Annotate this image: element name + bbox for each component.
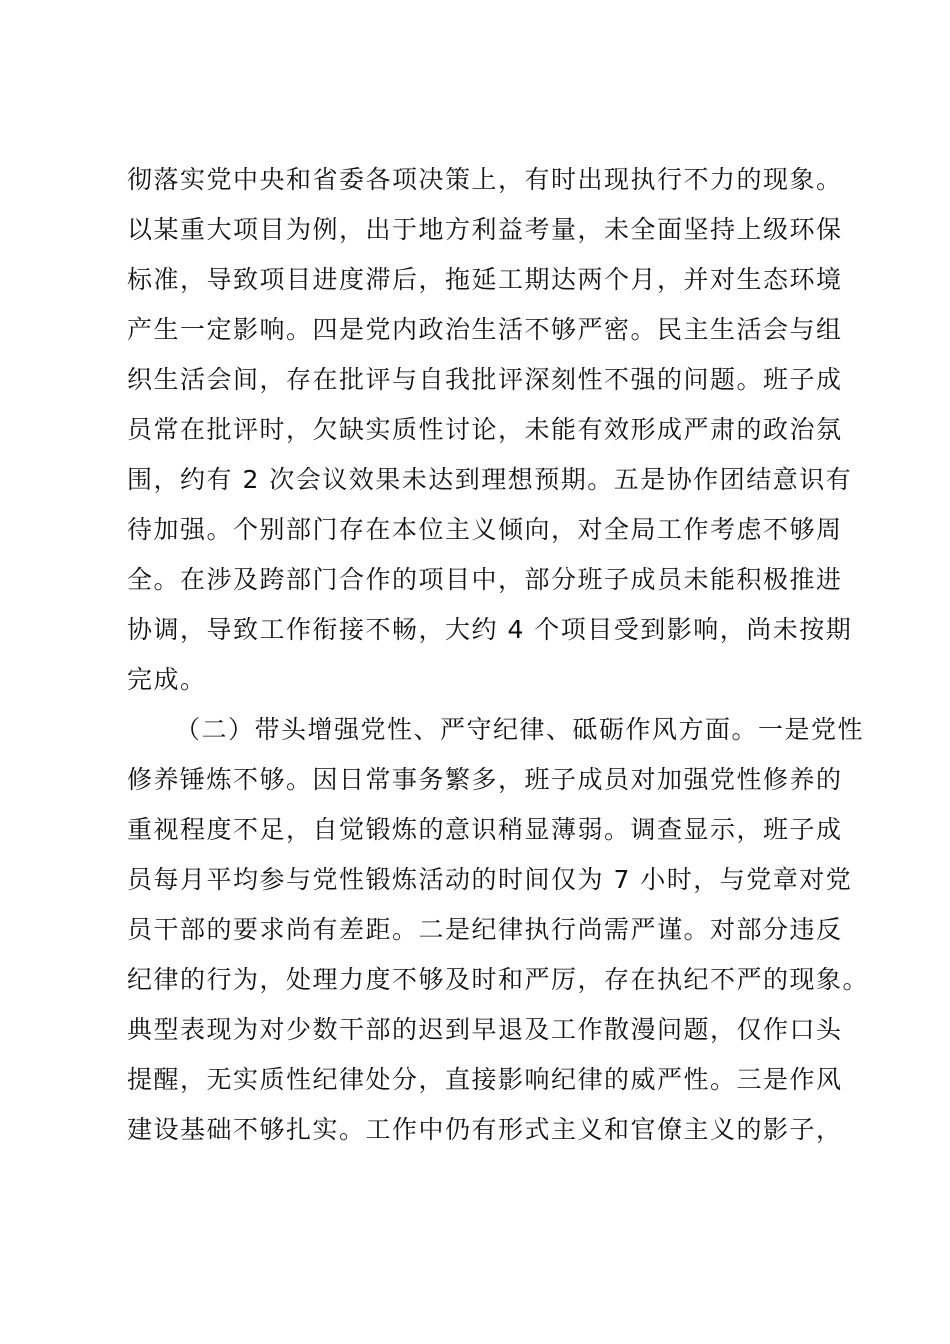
text-line: 以某重大项目为例，出于地方利益考量，未全面坚持上级环保 — [127, 215, 843, 244]
text-line: 员干部的要求尚有差距。二是纪律执行尚需严谨。对部分违反 — [127, 915, 843, 944]
section-heading-line: （二）带头增强党性、严守纪律、砥砺作风方面。一是党性 — [175, 715, 865, 744]
text-line: 产生一定影响。四是党内政治生活不够严密。民主生活会与组 — [127, 315, 843, 344]
text-line: 彻落实党中央和省委各项决策上，有时出现执行不力的现象。 — [127, 165, 843, 194]
text-line: 待加强。个别部门存在本位主义倾向，对全局工作考虑不够周 — [127, 515, 843, 544]
text-line: 完成。 — [127, 665, 207, 694]
text-line: 建设基础不够扎实。工作中仍有形式主义和官僚主义的影子， — [127, 1115, 843, 1144]
body-text — [127, 155, 870, 1155]
text-line: 重视程度不足，自觉锻炼的意识稍显薄弱。调查显示，班子成 — [127, 815, 843, 844]
text-line: 典型表现为对少数干部的迟到早退及工作散漫问题，仅作口头 — [127, 1015, 843, 1044]
text-line: 标准，导致项目进度滞后，拖延工期达两个月，并对生态环境 — [127, 265, 843, 294]
text-line: 织生活会间，存在批评与自我批评深刻性不强的问题。班子成 — [127, 365, 843, 394]
text-line: 纪律的行为，处理力度不够及时和严厉，存在执纪不严的现象。 — [127, 965, 870, 994]
text-line: 协调，导致工作衔接不畅，大约 4 个项目受到影响，尚未按期 — [127, 615, 853, 644]
text-line: 全。在涉及跨部门合作的项目中，部分班子成员未能积极推进 — [127, 565, 843, 594]
text-line: 员常在批评时，欠缺实质性讨论，未能有效形成严肃的政治氛 — [127, 415, 843, 444]
text-line: 围，约有 2 次会议效果未达到理想预期。五是协作团结意识有 — [127, 465, 853, 494]
text-line: 提醒，无实质性纪律处分，直接影响纪律的威严性。三是作风 — [127, 1065, 843, 1094]
text-line: 修养锤炼不够。因日常事务繁多，班子成员对加强党性修养的 — [127, 765, 843, 794]
text-line: 员每月平均参与党性锻炼活动的时间仅为 7 小时，与党章对党 — [127, 865, 853, 894]
